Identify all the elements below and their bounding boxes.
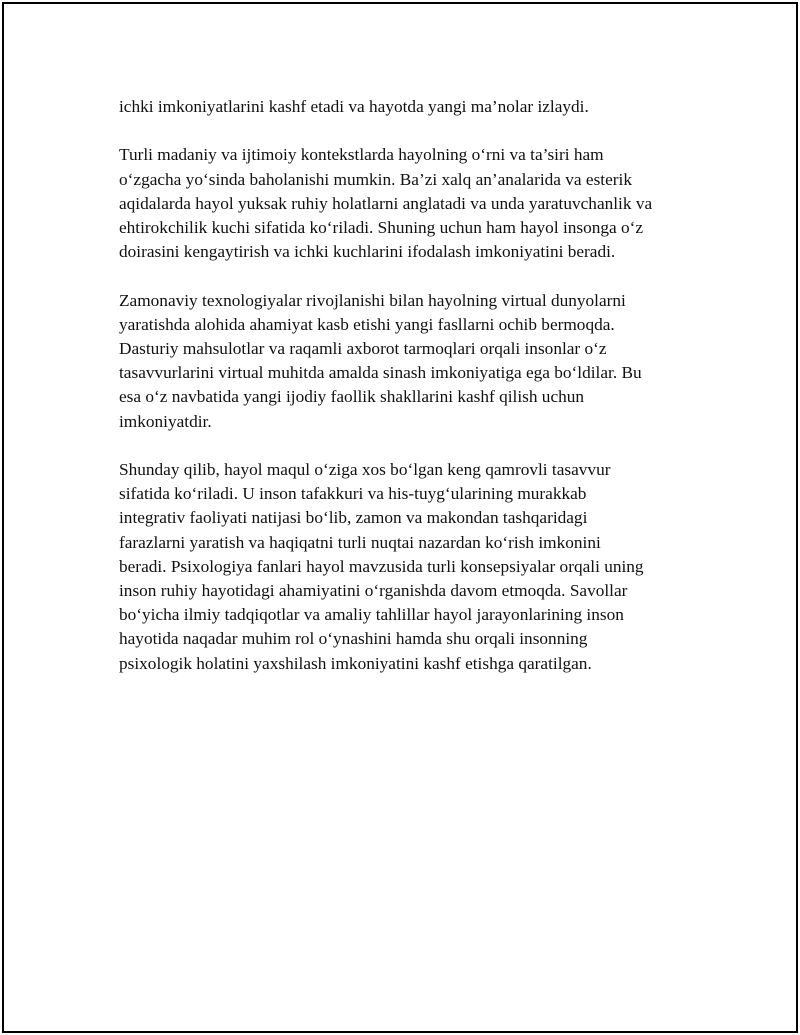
paragraph-4 [119,458,694,676]
text-line: beradi. Psixologiya fanlari hayol mavzusida turli konsepsiyalar orqali uning [119,556,644,576]
text-line: ehtirokchilik kuchi sifatida ko‘riladi. Shuning uchun ham hayol insonga o‘z [119,218,644,237]
text-line: tasavvurlarini virtual muhitda amalda sinash imkoniyatiga ega bo‘ldilar. Bu [119,363,642,383]
text-line: o‘zgacha yo‘sinda baholanishi mumkin. Ba’zi xalq an’analarida va esterik [119,169,632,189]
text-line: imkoniyatdir. [119,411,212,431]
text-line: bo‘yicha ilmiy tadqiqotlar va amaliy tahlillar hayol jarayonlarining inson [119,605,624,625]
text-line: hayotida naqadar muhim rol o‘ynashini hamda shu orqali insonning [119,629,588,649]
text-line: Turli madaniy va ijtimoiy kontekstlarda hayolning o‘rni va ta’siri ham [119,145,604,165]
text-line: ichki imkoniyatlarini kashf etadi va hayotda yangi ma’nolar izlaydi. [119,97,589,116]
text-line: Zamonaviy texnologiyalar rivojlanishi bilan hayolning virtual dunyolarni [119,290,626,310]
text-line: inson ruhiy hayotidagi ahamiyatini o‘rganishda davom etmoqda. Savollar [119,581,628,601]
text-line: farazlarni yaratish va haqiqatni turli nuqtai nazardan ko‘rish imkonini [119,532,601,552]
text-line: sifatida ko‘riladi. U inson tafakkuri va his-tuyg‘ularining murakkab [119,484,587,504]
text-line: psixologik holatini yaxshilash imkoniyatini kashf etishga qaratilgan. [119,653,592,673]
text-line: integrativ faoliyati natijasi bo‘lib, zamon va makondan tashqaridagi [119,508,588,528]
text-line: doirasini kengaytirish va ichki kuchlarini ifodalash imkoniyatini beradi. [119,242,616,262]
text-line: yaratishda alohida ahamiyat kasb etishi yangi fasllarni ochib bermoqda. [119,314,615,334]
text-line: Shunday qilib, hayol maqul o‘ziga xos bo‘lgan keng qamrovli tasavvur [119,460,611,479]
document-page [2,2,798,1033]
text-line: esa o‘z navbatida yangi ijodiy faollik shakllarini kashf qilish uchun [119,387,585,407]
paragraph-3 [119,289,694,434]
text-line: Dasturiy mahsulotlar va raqamli axborot tarmoqlari orqali insonlar o‘z [119,339,607,358]
paragraph-1 [119,95,694,119]
paragraph-2 [119,143,694,264]
document-body [119,95,694,700]
text-line: aqidalarda hayol yuksak ruhiy holatlarni anglatadi va unda yaratuvchanlik va [119,193,653,213]
